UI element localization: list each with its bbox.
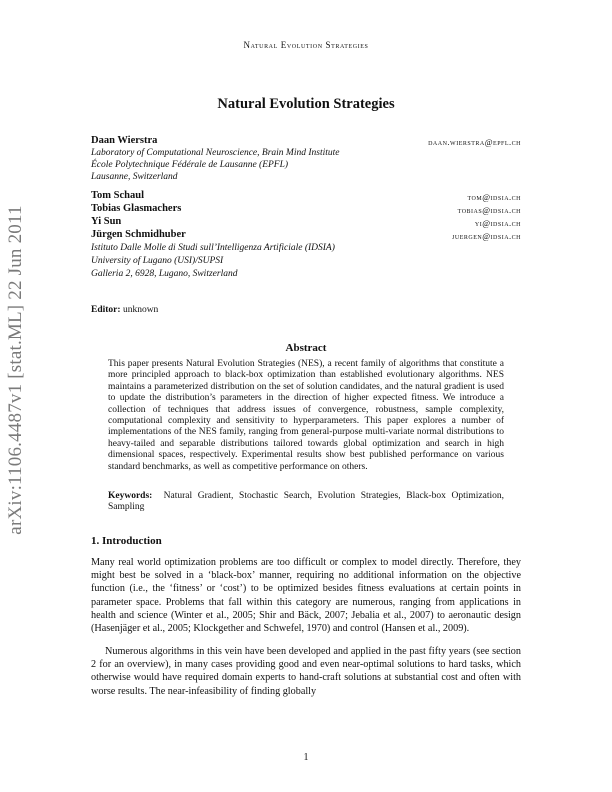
author-email-glasmachers: tobias@idsia.ch <box>457 205 521 215</box>
affiliation-line: École Polytechnique Fédérale de Lausanne (EPFL) <box>91 160 289 170</box>
author-email-schmidhuber: juergen@idsia.ch <box>452 231 521 241</box>
author-name-wierstra: Daan Wierstra <box>91 135 158 146</box>
section-heading: 1. Introduction <box>91 535 162 547</box>
editor-label: Editor: <box>91 305 121 315</box>
editor-value: unknown <box>122 305 159 315</box>
author-email-schaul: tom@idsia.ch <box>467 192 521 202</box>
keywords <box>108 491 504 514</box>
author-email-wierstra: daan.wierstra@epfl.ch <box>428 137 521 147</box>
arxiv-stamp-text: arXiv:1106.4487v1 [stat.ML] 22 Jun 2011 <box>5 205 26 535</box>
author-email-sun: yi@idsia.ch <box>474 218 521 228</box>
affiliation-line: University of Lugano (USI)/SUPSI <box>91 256 224 266</box>
abstract-heading: Abstract <box>285 342 327 354</box>
keywords-label: Keywords: <box>108 491 153 501</box>
page-number: 1 <box>303 752 309 763</box>
paragraph: Numerous algorithms in this vein have been developed and applied in the past fifty years (see section 2 for an overview), in many cases providing good and even near-optimal solutions to hard tasks, which otherwise would have required domain experts to hand-craft solutions at substantial cost and often with worse results. The near-infeasibility of finding globally <box>91 646 521 697</box>
keywords-value: Natural Gradient, Stochastic Search, Evolution Strategies, Black-box Optimization, Sampling <box>108 491 504 513</box>
affiliation-line: Laboratory of Computational Neuroscience, Brain Mind Institute <box>91 148 340 158</box>
affiliation-line: Istituto Dalle Molle di Studi sull’Intelligenza Artificiale (IDSIA) <box>91 243 335 253</box>
author-name-glasmachers: Tobias Glasmachers <box>91 203 182 214</box>
author-name-sun: Yi Sun <box>91 216 122 227</box>
arxiv-stamp <box>4 180 28 560</box>
paper-title: Natural Evolution Strategies <box>217 96 395 112</box>
author-name-schaul: Tom Schaul <box>91 190 145 201</box>
editor-line <box>91 305 158 315</box>
author-name-schmidhuber: Jürgen Schmidhuber <box>91 229 186 240</box>
paragraph: Many real world optimization problems are too difficult or complex to model directly. Therefore, they might best be solved in a ‘black-box’ manner, requiring no additional information on the objective function (i.e., the ‘fitness’ or ‘cost’) to be optimized besides fitness evaluations at certain points in parameter space. Problems that fall within this category are numerous, ranging from applications in health and science (Winter et al., 2005; Shir and Bäck, 2007; Jebalia et al., 2007) to aeronautic design (Hasenjäger et al., 2005; Klockgether and Schwefel, 1970) and control (Hansen et al., 2009). <box>91 557 521 635</box>
affiliation-line: Lausanne, Switzerland <box>91 172 178 182</box>
running-head: Natural Evolution Strategies <box>243 40 369 50</box>
affiliation-line: Galleria 2, 6928, Lugano, Switzerland <box>91 269 238 279</box>
abstract-body: This paper presents Natural Evolution Strategies (NES), a recent family of algorithms that constitute a more principled approach to black-box optimization than established evolutionary algorithms. NES maintains a parameterized distribution on the set of solution candidates, and the natural gradient is used to update the distribution’s parameters in the direction of higher expected fitness. We introduce a collection of techniques that address issues of convergence, robustness, sample complexity, computational complexity and sensitivity to hyperparameters. This paper explores a number of implementations of the NES family, ranging from general-purpose multi-variate normal distributions to heavy-tailed and separable distributions tailored towards global optimization and search in high dimensional spaces, respectively. Experimental results show best published performance on various standard benchmarks, as well as competitive performance on others. <box>108 359 504 472</box>
